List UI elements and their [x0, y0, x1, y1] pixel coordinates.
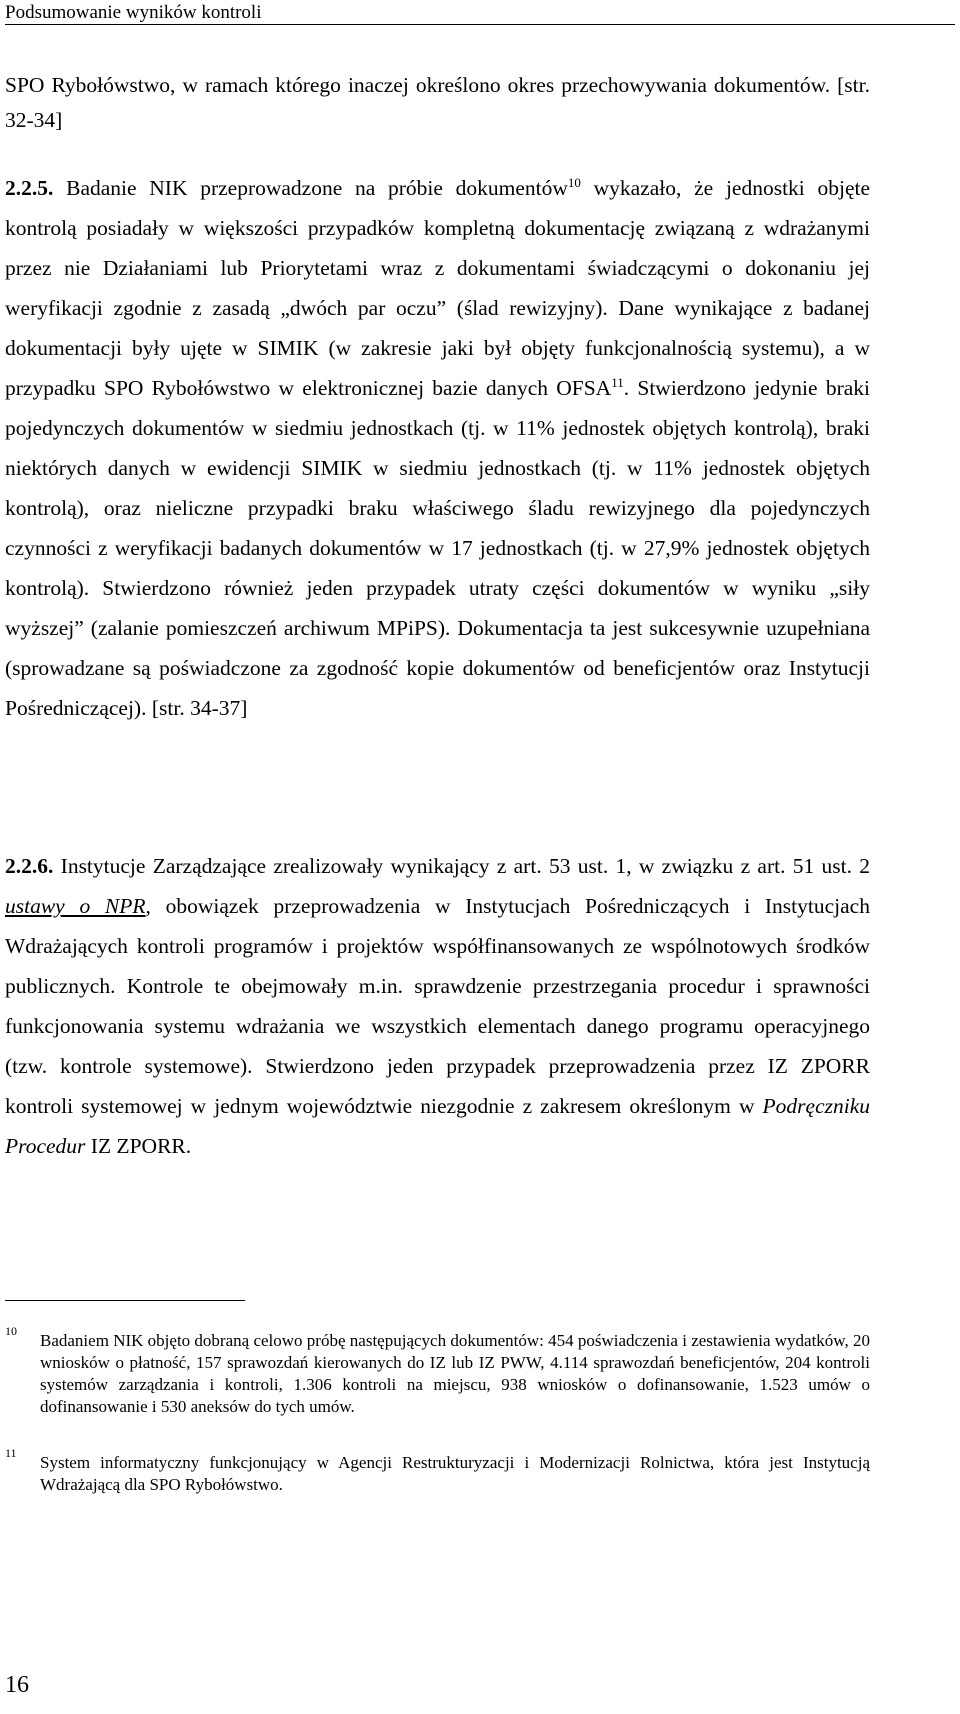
footnote-separator [5, 1300, 245, 1301]
paragraph-text: , obowiązek przeprowadzenia w Instytucjach Pośredniczących i Instytucjach Wdrażających kontroli programów i projektów współfinansowanych ze wspólnotowych środków publicznych. Kontrole te obejmowały m.in. sprawdzenie przestrzegania procedur i sprawności funkcjonowania systemu wdrażania we wszystkich elementach danego programu operacyjnego (tzw. kontrole systemowe). Stwierdzono jeden przypadek przeprowadzenia przez IZ ZPORR kontroli systemowej w jednym województwie niezgodnie z zakresem określonym w [5, 894, 870, 1118]
footnote-ref: 10 [567, 174, 581, 190]
footnote-text: System informatyczny funkcjonujący w Agencji Restrukturyzacji i Modernizacji Rolnictwa, która jest Instytucją Wdrażającą dla SPO Rybołówstwo. [40, 1453, 870, 1494]
running-header: Podsumowanie wyników kontroli [5, 2, 262, 23]
footnote [5, 1446, 870, 1496]
paragraph-text: IZ ZPORR. [90, 1134, 192, 1158]
document-title: Podręczniku Procedur [5, 1094, 870, 1158]
footnote-text: Badaniem NIK objęto dobraną celowo próbę następujących dokumentów: 454 poświadczenia i zestawienia wydatków, 20 wniosków o płatność, 157 sprawozdań kierowanych do IZ lub IZ PWW, 4.114 sprawozdań beneficjentów, 204 kontroli systemów zarządzania i kontroli, 1.306 kontroli na miejscu, 938 wniosków o dofinansowanie, 1.523 umów o dofinansowanie i 530 aneksów do tych umów. [40, 1331, 870, 1416]
header-rule [5, 24, 955, 25]
footnote [5, 1324, 870, 1418]
footnote-number: 10 [5, 1324, 17, 1338]
paragraph-text: Badanie NIK przeprowadzone na próbie dokumentów [66, 176, 568, 200]
paragraph-text: Instytucje Zarządzające zrealizowały wynikający z art. 53 ust. 1, w związku z art. 51 ust. 2 [60, 854, 870, 878]
section-number: 2.2.6. [5, 854, 54, 878]
paragraph-text: . Stwierdzono jedynie braki pojedynczych dokumentów w siedmiu jednostkach (tj. w 11% jednostek objętych kontrolą), braki niektórych danych w ewidencji SIMIK w siedmiu jednostkach (tj. w 11% jednostek objętych kontrolą), oraz nieliczne przypadki braku właściwego śladu rewizyjnego dla pojedynczych czynności z weryfikacji badanych dokumentów w 17 jednostkach (tj. w 27,9% jednostek objętych kontrolą). Stwierdzono również jeden przypadek utraty części dokumentów w wyniku „siły wyższej” (zalanie pomieszczeń archiwum MPiPS). Dokumentacja ta jest sukcesywnie uzupełniana (sprowadzane są poświadczone za zgodność kopie dokumentów od beneficjentów oraz Instytucji Pośredniczącej). [str. 34-37] [5, 376, 870, 720]
paragraph-2-2-5 [5, 168, 870, 728]
footnote-ref: 11 [611, 374, 624, 390]
page-number: 16 [5, 1672, 29, 1698]
law-reference: ustawy o NPR [5, 894, 146, 918]
section-number: 2.2.5. [5, 176, 54, 200]
footnote-number: 11 [5, 1446, 17, 1460]
paragraph-intro: SPO Rybołówstwo, w ramach którego inaczej określono okres przechowywania dokumentów. [str. 32-34] [5, 73, 870, 132]
paragraph-2-2-6 [5, 846, 870, 1166]
paragraph-text: wykazało, że jednostki objęte kontrolą posiadały w większości przypadków kompletną dokumentację związaną z wdrażanymi przez nie Działaniami lub Priorytetami wraz z dokumentami świadczącymi o dokonaniu jej weryfikacji zgodnie z zasadą „dwóch par oczu” (ślad rewizyjny). Dane wynikające z badanej dokumentacji były ujęte w SIMIK (w zakresie jaki był objęty funkcjonalnością systemu), a w przypadku SPO Rybołówstwo w elektronicznej bazie danych OFSA [5, 176, 871, 400]
